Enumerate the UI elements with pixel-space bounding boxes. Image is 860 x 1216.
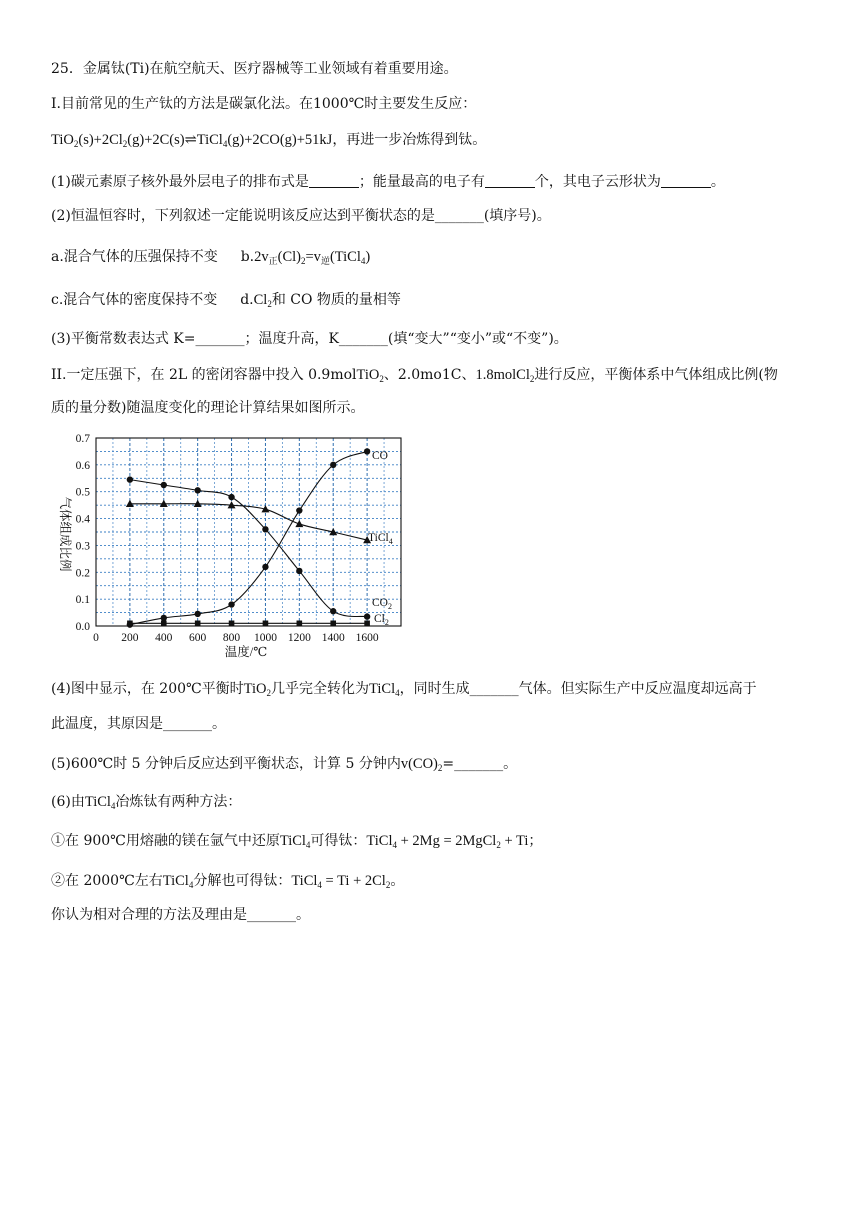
y-tick-label: 0.4 [75,513,90,526]
part2-text-a: II.一定压强下，在 2L 的密闭容器中投入 0.9mol [51,367,357,383]
y-tick-label: 0.0 [75,621,90,633]
data-point-co2 [194,487,200,493]
reaction-equation: $TiO_2(s)+2Cl_2(g)+2C(s)\rightleftharpoons TiCl_4(g)+2CO(g)+51kJ$ [51,132,333,149]
final-question: 你认为相对合理的方法及理由是_______。 [51,907,310,923]
x-tick-label: 200 [121,632,139,644]
q2-option-a: a.混合气体的压强保持不变 [51,249,218,265]
y-tick-label: 0.2 [75,567,90,580]
y-tick-label: 0.1 [75,594,90,607]
x-tick-label: 400 [155,632,173,644]
x-tick-label: 1400 [321,632,345,644]
method-1-text-a: ①在 900℃用熔融的镁在氩气中还原 [51,833,280,849]
q4-text-c: ，同时生成_______气体。但实际生产中反应温度却远高于 [399,681,757,697]
answer-blank[interactable] [309,174,359,188]
rate-formula: $v(CO)_2$ [400,756,443,773]
q2-option-b-formula: $2v_正(Cl)_2=v_逆(TiCl_4)$ [254,249,371,266]
q2-options-ab [51,247,370,271]
y-tick-label: 0.6 [75,459,90,472]
data-point-cl2 [229,621,235,627]
part2-text-b: 、2.0mo1C、 [383,367,476,383]
part2-text-c: 进行反应，平衡体系中气体组成比例(物 [534,367,778,383]
x-tick-label: 1600 [355,632,379,644]
gas-composition-chart [44,430,414,662]
data-point-co [228,601,234,607]
data-point-cl2 [364,621,370,627]
data-point-co2 [364,613,370,619]
x-tick-label: 1000 [253,632,277,644]
ticl4-formula: TiCl$_4$ [162,873,194,890]
method-1-line: ①在 900℃用熔融的镁在氩气中还原TiCl$_4$可得钛：TiCl$_4$ + 2Mg = 2MgCl$_2$ + Ti； [51,833,543,850]
part2-line-2: 质的量分数)随温度变化的理论计算结果如图所示。 [51,400,365,416]
data-point-co [296,507,302,513]
method-2-text-b: 分解也可得钛： [193,873,292,889]
q2-option-d-prefix: d. [240,292,254,308]
x-tick-label: 0 [93,632,99,644]
data-point-cl2 [297,621,303,627]
data-point-co [364,448,370,454]
data-point-co [194,611,200,617]
q2-line: (2)恒温恒容时，下列叙述一定能说明该反应达到平衡状态的是_______(填序号)。 [51,208,551,224]
data-point-co [262,564,268,570]
y-tick-label: 0.5 [75,486,90,499]
data-point-co [330,462,336,468]
q3-line: (3)平衡常数表达式 K=_______；温度升高，K_______(填“变大”“变小”或“不变”)。 [51,331,568,347]
cl2-amount-formula: 1.8molCl$_2$ [475,367,535,384]
q6-line [51,792,241,816]
ticl4-formula: TiCl$_4$ [369,681,400,698]
x-tick-labels [93,632,379,644]
data-point-cl2 [330,621,336,627]
reaction-equation-line [51,130,486,154]
data-point-co2 [127,476,133,482]
q4-line-1 [51,679,757,703]
answer-blank[interactable] [485,174,535,188]
data-point-cl2 [195,621,201,627]
y-tick-label: 0.7 [75,433,90,445]
y-tick-label: 0.3 [75,540,90,553]
method-2-text-a: ②在 2000℃左右 [51,873,163,889]
data-point-cl2 [161,621,167,627]
series-label-co: CO [372,450,388,462]
question-intro: 金属钛(Ti)在航空航天、医疗器械等工业领域有着重要用途。 [82,61,458,77]
cl2-formula: $Cl_2$ [253,292,272,309]
data-point-co [161,615,167,621]
q1-text-b: ；能量最高的电子有 [358,174,485,190]
method-1-equation: TiCl$_4$ + 2Mg = 2MgCl$_2$ + Ti [366,833,529,850]
data-point-cl2 [263,621,269,627]
y-tick-labels [76,433,91,633]
tio2-formula: TiO$_2$ [243,681,272,698]
series-label-ticl4: TiCl$_4$ [368,532,393,546]
x-tick-label: 600 [189,632,207,644]
answer-blank[interactable] [661,174,711,188]
q2-options-cd [51,290,401,314]
q1-text-c: 个，其电子云形状为 [534,174,661,190]
x-tick-label: 1200 [287,632,311,644]
x-axis-label: 温度/℃ [224,645,268,659]
part2-line-1 [51,365,778,389]
q2-option-b-prefix: b. [240,249,255,265]
data-point-cl2 [127,621,133,627]
method-2-equation: TiCl$_4$ = $Ti + 2Cl_2$ [291,873,391,890]
question-number: 25． [51,61,83,77]
part1-intro: I.目前常见的生产钛的方法是碳氯化法。在1000℃时主要发生反应： [51,96,477,112]
ticl4-formula: TiCl$_4$ [84,794,116,811]
method-1-text-b: 可得钛： [310,833,367,849]
q2-option-c: c.混合气体的密度保持不变 [51,292,218,308]
q1-text-a: (1)碳元素原子核外最外层电子的排布式是 [51,174,309,190]
series-label-cl2: $Cl_2$ [374,613,389,627]
q6-text-a: (6)由 [51,794,85,810]
q1-line [51,172,725,192]
series-label-co2: $CO_2$ [372,597,392,611]
equation-tail: ，再进一步冶炼得到钛。 [332,132,487,148]
x-tick-label: 800 [222,632,241,644]
q1-text-d: 。 [710,174,725,190]
q4-line-2: 此温度，其原因是_______。 [51,716,226,732]
ticl4-formula: TiCl$_4$ [279,833,311,850]
q4-text-a: (4)图中显示，在 200℃平衡时 [51,681,244,697]
tio2-formula: TiO$_2$ [356,367,384,384]
question-number-line [51,59,458,79]
data-point-co2 [161,482,167,488]
q2-option-d-tail: 和 CO 物质的量相等 [271,292,401,308]
y-axis-label: 气体组成比例 [58,496,72,572]
q4-text-b: 几乎完全转化为 [271,681,370,697]
data-point-co2 [228,494,234,500]
data-point-co2 [330,608,336,614]
data-point-co2 [296,568,302,574]
q5-line [51,754,517,778]
q5-text-a: (5)600℃时 5 分钟后反应达到平衡状态，计算 5 分钟内 [51,756,401,772]
method-2-line: ②在 2000℃左右TiCl$_4$分解也可得钛：TiCl$_4$ = $Ti + 2Cl_2$。 [51,873,405,890]
q5-text-b: =_______。 [442,756,518,772]
data-point-co2 [262,526,268,532]
q6-text-b: 冶炼钛有两种方法： [115,794,242,810]
